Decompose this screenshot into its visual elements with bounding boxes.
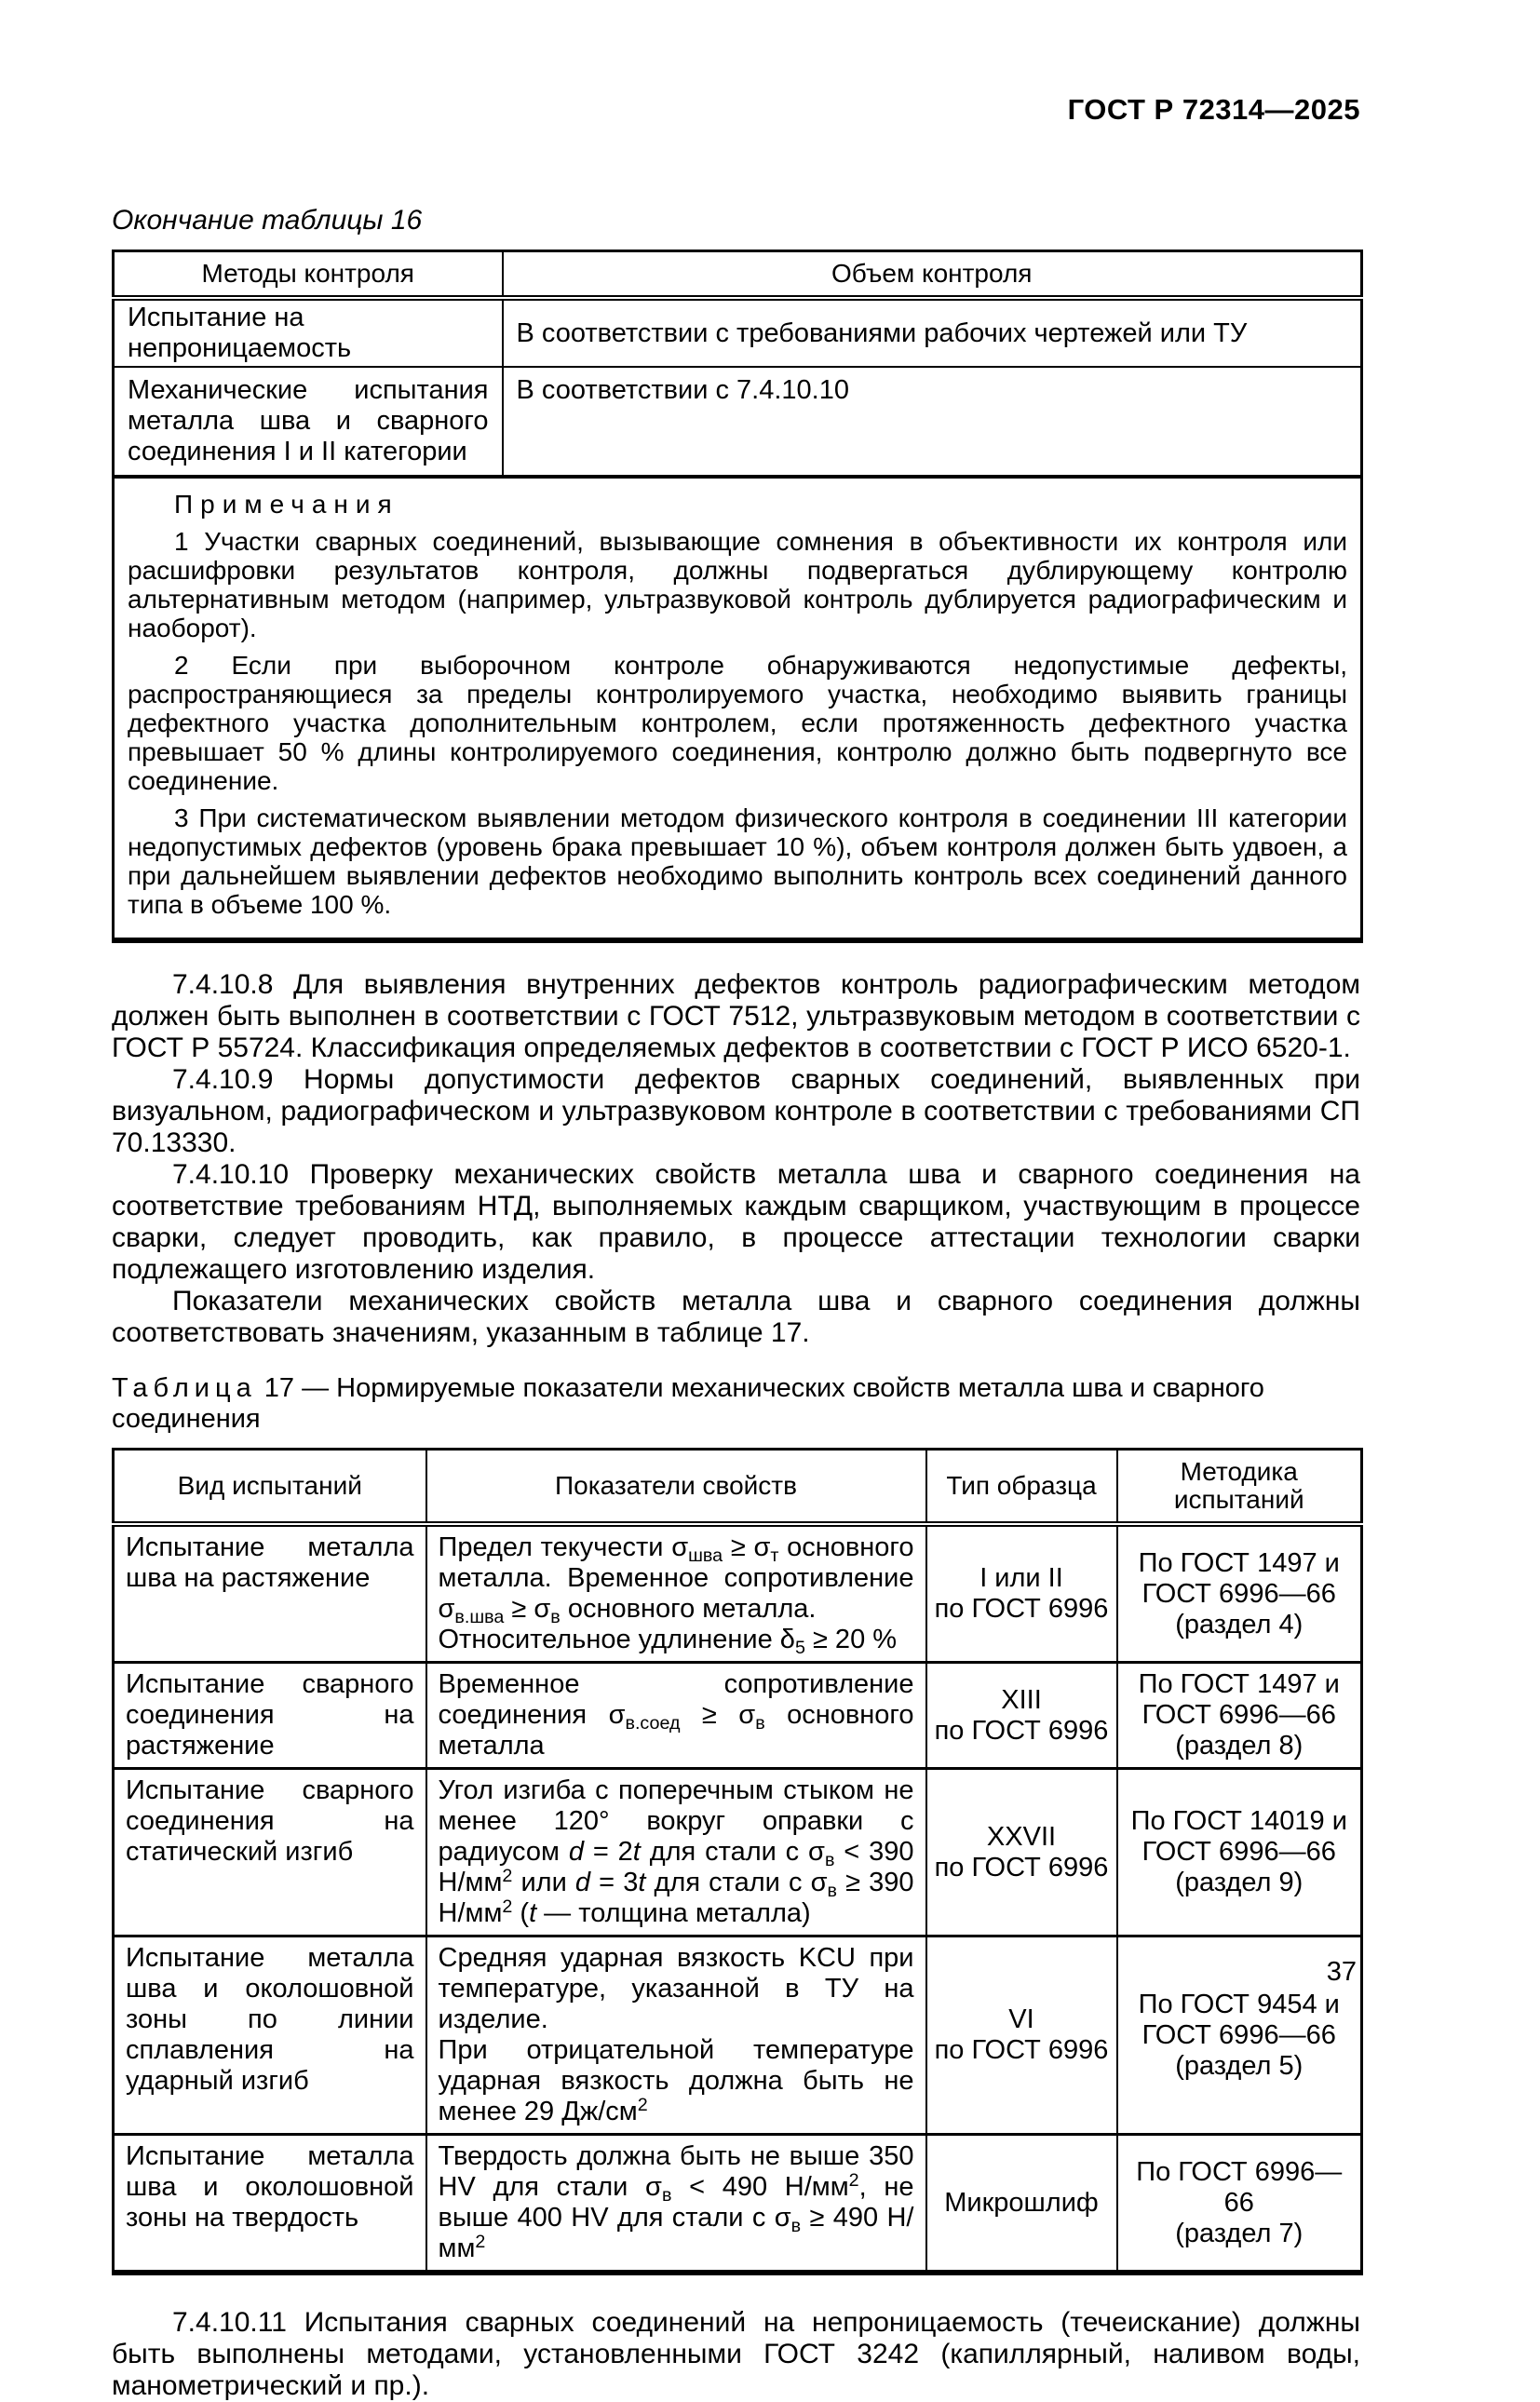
table17-row xyxy=(114,1936,1362,2135)
specimen-type-cell: Микрошлиф xyxy=(926,2135,1117,2274)
document-page xyxy=(112,0,1360,2402)
paragraph-7-4-10-11: 7.4.10.11 Испытания сварных соединений на непроницаемость (течеискание) должны быть выполнены методами, установленными ГОСТ 3242 (капиллярный, наливом воды, манометрический и пр.). xyxy=(112,2307,1360,2401)
test-method-cell: По ГОСТ 1497 и ГОСТ 6996—66 (раздел 4) xyxy=(1117,1524,1362,1663)
test-type-cell: Испытание металла шва и околошовной зоны на твердость xyxy=(114,2135,426,2274)
note-item: 3 При систематическом выявлении методом физического контроля в соединении III категории недопустимых дефектов (уровень брака превышает 10 %), объем контроля должен быть удвоен, а при дальнейшем выявлении дефектов необходимо выполнить контроль всех соединений данного типа в объеме 100 %. xyxy=(128,803,1347,919)
paragraph-table17-intro: Показатели механических свойств металла шва и сварного соединения должны соответствовать значениям, указанным в таблице 17. xyxy=(112,1286,1360,1348)
page-number: 37 xyxy=(1326,1957,1357,1987)
scope-cell: В соответствии с требованиями рабочих чертежей или ТУ xyxy=(503,298,1362,367)
test-method-cell: По ГОСТ 6996—66 (раздел 7) xyxy=(1117,2135,1362,2274)
table17-header-row xyxy=(114,1450,1362,1525)
table16-header-row xyxy=(114,251,1362,299)
paragraph-7-4-10-9: 7.4.10.9 Нормы допустимости дефектов сварных соединений, выявленных при визуальном, радиографическом и ультразвуковом контроле в соответствии с требованиями СП 70.13330. xyxy=(112,1064,1360,1158)
table17-caption: Таблица 17 — Нормируемые показатели механических свойств металла шва и сварного соединения xyxy=(112,1373,1264,1434)
test-type-cell: Испытание сварного соединения на растяжение xyxy=(114,1663,426,1769)
scope-cell: В соответствии с 7.4.10.10 xyxy=(503,367,1362,477)
table16 xyxy=(112,250,1363,943)
closing-paragraphs xyxy=(112,2307,1360,2402)
specimen-type-cell: I или II по ГОСТ 6996 xyxy=(926,1524,1117,1663)
table16-header-methods: Методы контроля xyxy=(114,251,503,299)
test-type-cell: Испытание металла шва и околошовной зоны по линии сплавления на ударный изгиб xyxy=(114,1936,426,2135)
document-code: ГОСТ Р 72314—2025 xyxy=(1067,93,1360,126)
test-type-cell: Испытание металла шва на растяжение xyxy=(114,1524,426,1663)
test-method-cell: По ГОСТ 1497 и ГОСТ 6996—66 (раздел 8) xyxy=(1117,1663,1362,1769)
paragraph-7-4-10-10: 7.4.10.10 Проверку механических свойств металла шва и сварного соединения на соответствие требованиям НТД, выполняемых каждым сварщиком, участвующим в процессе сварки, следует проводить, как правило, в процессе аттестации технологии сварки подлежащего изготовлению изделия. xyxy=(112,1159,1360,1285)
table17-row xyxy=(114,1769,1362,1936)
specimen-type-cell: XIII по ГОСТ 6996 xyxy=(926,1663,1117,1769)
body-paragraphs xyxy=(112,969,1360,1349)
table17-header-properties: Показатели свойств xyxy=(426,1450,926,1525)
table17-header-test-type: Вид испытаний xyxy=(114,1450,426,1525)
table17 xyxy=(112,1448,1363,2275)
test-method-cell: По ГОСТ 9454 и ГОСТ 6996—66 (раздел 5) xyxy=(1117,1936,1362,2135)
method-cell: Испытание на непроницаемость xyxy=(114,298,503,367)
specimen-type-cell: VI по ГОСТ 6996 xyxy=(926,1936,1117,2135)
table16-notes xyxy=(114,477,1362,940)
test-method-cell: По ГОСТ 14019 и ГОСТ 6996—66 (раздел 9) xyxy=(1117,1769,1362,1936)
test-type-cell: Испытание сварного соединения на статический изгиб xyxy=(114,1769,426,1936)
specimen-type-cell: XXVII по ГОСТ 6996 xyxy=(926,1769,1117,1936)
note-item: 2 Если при выборочном контроле обнаруживаются недопустимые дефекты, распространяющиеся за пределы контролируемого участка, необходимо выявить границы дефектного участка дополнительным контролем, если протяженность дефектного участка превышает 50 % длины контролируемого соединения, контролю должно быть подвергнуто все соединение. xyxy=(128,651,1347,795)
table16-notes-row xyxy=(114,477,1362,940)
properties-cell: Временное сопротивление соединения $\sigma_{в.соед} \ge \sigma_в$ основного металла xyxy=(426,1663,926,1769)
paragraph-7-4-10-8: 7.4.10.8 Для выявления внутренних дефектов контроль радиографическим методом должен быть выполнен в соответствии с ГОСТ 7512, ультразвуковым методом в соответствии с ГОСТ Р 55724. Классификация определяемых дефектов в соответствии с ГОСТ Р ИСО 6520-1. xyxy=(112,969,1360,1063)
table17-row xyxy=(114,2135,1362,2274)
table16-row xyxy=(114,367,1362,477)
properties-cell: Угол изгиба с поперечным стыком не менее 120° вокруг оправки с радиусом d = 2t для стали с $\sigma_в < 390$ $Н/мм^2$ или d = 3t для стали с $\sigma_в \ge 390$ $Н/мм^2$ (t — толщина металла) xyxy=(426,1769,926,1936)
properties-cell: Твердость должна быть не выше 350 HV для стали $\sigma_в < 490$ $Н/мм^2$, не выше 400 HV для стали с $\sigma_в \ge 490$ $Н/мм^2$ xyxy=(426,2135,926,2274)
method-cell: Механические испытания металла шва и сварного соединения I и II категории xyxy=(114,367,503,477)
table16-row xyxy=(114,298,1362,367)
table17-header-method: Методика испытаний xyxy=(1117,1450,1362,1525)
table16-continuation-caption: Окончание таблицы 16 xyxy=(112,205,423,236)
table16-header-scope: Объем контроля xyxy=(503,251,1362,299)
table17-row xyxy=(114,1663,1362,1769)
properties-cell: Средняя ударная вязкость KCU при температуре, указанной в ТУ на изделие. При отрицательной температуре ударная вязкость должна быть не менее 29 $Дж/см^2$ xyxy=(426,1936,926,2135)
note-item: 1 Участки сварных соединений, вызывающие сомнения в объективности их контроля или расшифровки результатов контроля, должны подвергаться дублирующему контролю альтернативным методом (например, ультразвуковой контроль дублируется радиографическим и наоборот). xyxy=(128,527,1347,642)
notes-title: Примечания xyxy=(174,490,399,519)
table17-row xyxy=(114,1524,1362,1663)
properties-cell: Предел текучести $\sigma_{шва} \ge \sigma_т$ основного металла. Временное сопротивление $\sigma_{в.шва} \ge \sigma_в$ основного металла. Относительное удлинение $\delta_5 \ge 20$ % xyxy=(426,1524,926,1663)
table17-header-specimen: Тип образца xyxy=(926,1450,1117,1525)
